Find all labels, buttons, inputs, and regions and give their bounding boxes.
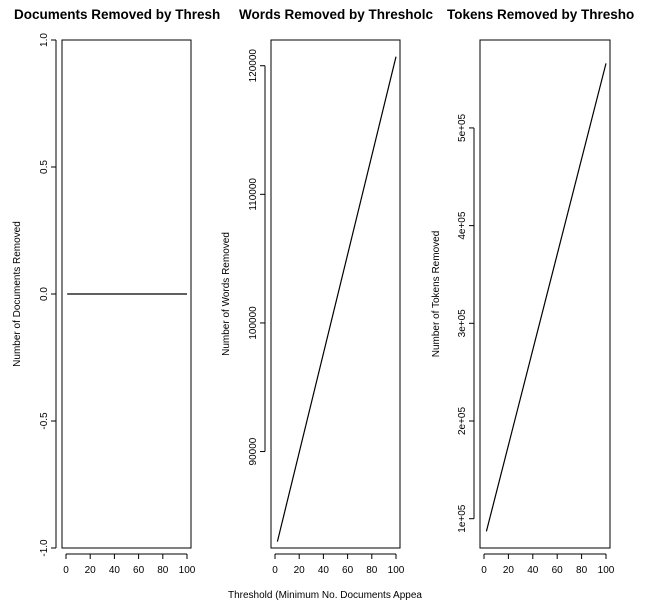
y-tick-label: 3e+05 [457, 309, 468, 338]
x-tick-label: 20 [84, 565, 96, 576]
x-tick-label: 40 [108, 565, 120, 576]
chart-title: Words Removed by Thresholc [239, 7, 434, 22]
y-tick-label: 90000 [248, 437, 259, 466]
x-tick-label: 0 [272, 565, 278, 576]
y-tick-label: 120000 [248, 49, 259, 83]
y-axis-label: Number of Documents Removed [12, 221, 23, 367]
x-tick-label: 60 [551, 565, 563, 576]
x-tick-label: 60 [342, 565, 354, 576]
panel-1 [12, 7, 220, 576]
y-tick-label: 0.5 [39, 160, 50, 174]
y-tick-label: 2e+05 [457, 406, 468, 436]
y-axis-label: Number of Tokens Removed [431, 230, 442, 358]
shared-x-axis-label: Threshold (Minimum No. Documents Appea [228, 590, 422, 601]
y-tick-label: -1.0 [39, 539, 50, 557]
chart-title: Documents Removed by Thresh [14, 7, 221, 22]
x-tick-label: 0 [63, 565, 69, 576]
x-tick-label: 100 [597, 565, 615, 576]
y-axis-label: Number of Words Removed [221, 232, 232, 356]
y-tick-label: -0.5 [39, 412, 50, 430]
panel-3 [431, 7, 634, 576]
y-tick-label: 100000 [248, 306, 259, 340]
x-tick-label: 60 [133, 565, 145, 576]
y-tick-label: 1.0 [39, 33, 50, 47]
x-tick-label: 20 [502, 565, 514, 576]
x-tick-label: 40 [317, 565, 329, 576]
x-tick-label: 20 [293, 565, 305, 576]
series-line [277, 57, 396, 542]
x-tick-label: 100 [387, 565, 405, 576]
y-tick-label: 5e+05 [457, 113, 468, 142]
chart-title: Tokens Removed by Thresho [447, 7, 635, 22]
y-tick-label: 0.0 [39, 287, 50, 301]
panel-2 [221, 7, 434, 576]
x-tick-label: 100 [178, 565, 196, 576]
series-line [486, 63, 606, 531]
x-tick-label: 0 [481, 565, 487, 576]
y-tick-label: 4e+05 [457, 211, 468, 240]
y-tick-label: 1e+05 [457, 504, 468, 533]
x-tick-label: 40 [527, 565, 539, 576]
x-tick-label: 80 [366, 565, 378, 576]
y-tick-label: 110000 [248, 178, 259, 211]
plot-frame [480, 40, 610, 548]
x-tick-label: 80 [576, 565, 588, 576]
plot-frame [271, 40, 400, 548]
x-tick-label: 80 [157, 565, 169, 576]
